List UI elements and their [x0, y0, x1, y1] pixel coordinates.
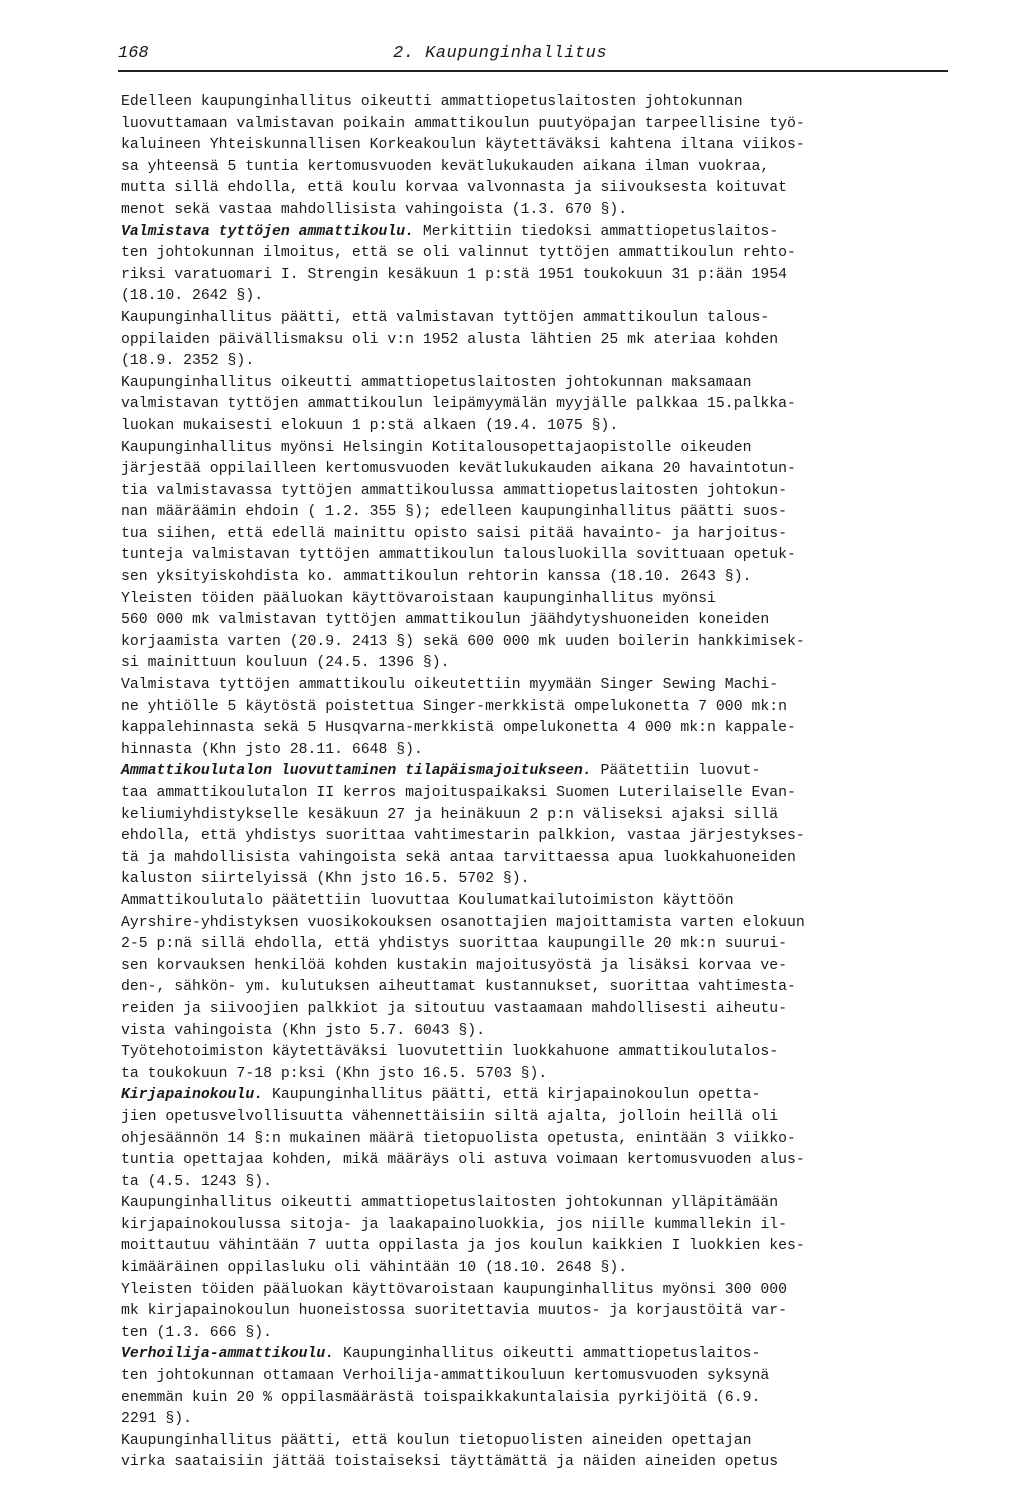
text-line: [121, 394, 981, 416]
text-line: [121, 1301, 981, 1323]
text-line: [121, 1366, 981, 1388]
line-text: ten (1.3. 666 §).: [121, 1324, 272, 1341]
page-header: [118, 44, 948, 72]
line-text: järjestää oppilailleen kertomusvuoden kevätlukukauden aikana 20 havaintotun-: [121, 461, 796, 478]
text-line: [121, 999, 981, 1021]
line-text: tuntia opettajaa kohden, mikä määräys oli astuva voimaan kertomusvuoden alus-: [121, 1152, 805, 1169]
line-text: tä ja mahdollisista vahingoista sekä antaa tarvittaessa apua luokkahuoneiden: [121, 849, 796, 866]
text-line: [121, 178, 981, 200]
line-text: Kaupunginhallitus oikeutti ammattiopetuslaitosten johtokunnan maksamaan: [121, 374, 752, 391]
line-text: luokan mukaisesti elokuun 1 p:stä alkaen (19.4. 1075 §).: [121, 417, 619, 434]
text-line: [121, 977, 981, 999]
text-line: [121, 1215, 981, 1237]
text-line: [121, 567, 981, 589]
running-head: 2. Kaupunginhallitus: [393, 44, 608, 63]
text-line: [121, 308, 981, 330]
line-text: Kaupunginhallitus päätti, että koulun tietopuolisten aineiden opettajan: [121, 1432, 752, 1449]
text-line: [121, 956, 981, 978]
text-line: [121, 157, 981, 179]
line-text: korjaamista varten (20.9. 2413 §) sekä 600 000 mk uuden boilerin hankkimisek-: [121, 633, 805, 650]
text-line: [121, 502, 981, 524]
page-number: 168: [118, 44, 149, 63]
text-line: [121, 373, 981, 395]
text-line: [121, 92, 981, 114]
text-line: [121, 632, 981, 654]
text-line: [121, 589, 981, 611]
line-text: (18.9. 2352 §).: [121, 353, 255, 370]
text-line: [121, 1431, 981, 1453]
text-line: [121, 1452, 981, 1474]
line-text: tua siihen, että edellä mainittu opisto saisi pitää havainto- ja harjoitus-: [121, 525, 787, 542]
text-line: [121, 114, 981, 136]
line-text: ten johtokunnan ottamaan Verhoilija-ammattikouluun kertomusvuoden syksynä: [121, 1368, 770, 1385]
text-line: [121, 1280, 981, 1302]
line-text: kaluineen Yhteiskunnallisen Korkeakoulun käytettäväksi kahtena iltana viikos-: [121, 137, 805, 154]
line-text: mk kirjapainokoulun huoneistossa suoritettavia muutos- ja korjaustöitä var-: [121, 1303, 787, 1320]
section-heading: Verhoilija-ammattikoulu.: [121, 1346, 335, 1363]
line-text: Ammattikoulutalo päätettiin luovuttaa Koulumatkailutoimiston käyttöön: [121, 892, 734, 909]
line-text: den-, sähkön- ym. kulutuksen aiheuttamat kustannukset, suorittaa vahtimesta-: [121, 979, 796, 996]
text-line: [121, 1064, 981, 1086]
text-line: [121, 330, 981, 352]
line-text: kimääräinen oppilasluku oli vähintään 10 (18.10. 2648 §).: [121, 1260, 628, 1277]
line-text: Kaupunginhallitus päätti, että kirjapainokoulun opetta-: [263, 1087, 761, 1104]
section-heading-line: [121, 222, 981, 244]
line-text: Kaupunginhallitus oikeutti ammattiopetuslaitosten johtokunnan ylläpitämään: [121, 1195, 779, 1212]
text-line: [121, 740, 981, 762]
text-line: [121, 1236, 981, 1258]
text-line: [121, 653, 981, 675]
text-line: [121, 1042, 981, 1064]
text-line: [121, 718, 981, 740]
text-line: [121, 869, 981, 891]
line-text: Merkittiin tiedoksi ammattiopetuslaitos-: [414, 223, 779, 240]
text-line: [121, 934, 981, 956]
text-line: [121, 265, 981, 287]
text-line: [121, 1323, 981, 1345]
line-text: riksi varatuomari I. Strengin kesäkuun 1 p:stä 1951 toukokuun 31 p:ään 1954: [121, 266, 787, 283]
line-text: vista vahingoista (Khn jsto 5.7. 6043 §).: [121, 1022, 486, 1039]
line-text: ten johtokunnan ilmoitus, että se oli valinnut tyttöjen ammattikoulun rehto-: [121, 245, 796, 262]
line-text: ne yhtiölle 5 käytöstä poistettua Singer-merkkistä ompelukonetta 7 000 mk:n: [121, 698, 787, 715]
line-text: 2291 §).: [121, 1411, 193, 1428]
line-text: jien opetusvelvollisuutta vähennettäisiin siltä ajalta, jolloin heillä oli: [121, 1108, 779, 1125]
line-text: nan määräämin ehdoin ( 1.2. 355 §); edelleen kaupunginhallitus päätti suos-: [121, 504, 787, 521]
line-text: ta (4.5. 1243 §).: [121, 1173, 272, 1190]
text-line: [121, 1388, 981, 1410]
text-line: [121, 1193, 981, 1215]
text-line: [121, 1107, 981, 1129]
line-text: luovuttamaan valmistavan poikain ammattikoulun puutyöpajan tarpeellisine työ-: [121, 115, 805, 132]
line-text: sen yksityiskohdista ko. ammattikoulun rehtorin kanssa (18.10. 2643 §).: [121, 569, 752, 586]
line-text: Edelleen kaupunginhallitus oikeutti ammattiopetuslaitosten johtokunnan: [121, 94, 743, 110]
line-text: 2-5 p:nä sillä ehdolla, että yhdistys suorittaa kaupungille 20 mk:n suurui-: [121, 936, 787, 953]
line-text: Työtehotoimiston käytettäväksi luovutettiin luokkahuone ammattikoulutalos-: [121, 1044, 779, 1061]
text-line: [121, 1150, 981, 1172]
text-line: [121, 438, 981, 460]
line-text: oppilaiden päivällismaksu oli v:n 1952 alusta lähtien 25 mk ateriaa kohden: [121, 331, 779, 348]
text-line: [121, 891, 981, 913]
text-line: [121, 848, 981, 870]
text-line: [121, 697, 981, 719]
text-line: [121, 913, 981, 935]
text-line: [121, 459, 981, 481]
line-text: Ayrshire-yhdistyksen vuosikokouksen osanottajien majoittamista varten elokuun: [121, 914, 805, 931]
line-text: si mainittuun kouluun (24.5. 1396 §).: [121, 655, 450, 672]
text-line: [121, 610, 981, 632]
text-line: [121, 545, 981, 567]
line-text: sa yhteensä 5 tuntia kertomusvuoden kevätlukukauden aikana ilman vuokraa,: [121, 158, 770, 175]
line-text: ohjesäännön 14 §:n mukainen määrä tietopuolista opetusta, enintään 3 viikko-: [121, 1130, 796, 1147]
line-text: ta toukokuun 7-18 p:ksi (Khn jsto 16.5. 5703 §).: [121, 1065, 548, 1082]
text-line: [121, 416, 981, 438]
text-line: [121, 826, 981, 848]
line-text: Yleisten töiden pääluokan käyttövaroistaan kaupunginhallitus myönsi: [121, 590, 716, 607]
line-text: Kaupunginhallitus myönsi Helsingin Kotitalousopettajaopistolle oikeuden: [121, 439, 752, 456]
text-line: [121, 1172, 981, 1194]
line-text: moittautuu vähintään 7 uutta oppilasta ja jos koulun kaikkien I luokkien kes-: [121, 1238, 805, 1255]
text-line: [121, 805, 981, 827]
body-text: [121, 92, 981, 1474]
text-line: [121, 1129, 981, 1151]
line-text: Valmistava tyttöjen ammattikoulu oikeutettiin myymään Singer Sewing Machi-: [121, 677, 779, 694]
text-line: [121, 675, 981, 697]
text-line: [121, 286, 981, 308]
section-heading-line: [121, 1344, 981, 1366]
line-text: kappalehinnasta sekä 5 Husqvarna-merkkistä ompelukonetta 4 000 mk:n kappale-: [121, 720, 796, 737]
section-heading: Kirjapainokoulu.: [121, 1087, 264, 1104]
line-text: kirjapainokoulussa sitoja- ja laakapainoluokkia, jos niille kummallekin il-: [121, 1216, 787, 1233]
text-line: [121, 1258, 981, 1280]
line-text: kaluston siirtelyissä (Khn jsto 16.5. 5702 §).: [121, 871, 530, 888]
line-text: Yleisten töiden pääluokan käyttövaroistaan kaupunginhallitus myönsi 300 000: [121, 1281, 787, 1298]
line-text: tunteja valmistavan tyttöjen ammattikoulun talousluokilla sovittuaan opetuk-: [121, 547, 796, 564]
text-line: [121, 200, 981, 222]
section-heading: Ammattikoulutalon luovuttaminen tilapäismajoitukseen.: [121, 763, 592, 780]
text-line: [121, 481, 981, 503]
line-text: Kaupunginhallitus oikeutti ammattiopetuslaitos-: [334, 1346, 761, 1363]
text-line: [121, 524, 981, 546]
text-line: [121, 135, 981, 157]
line-text: enemmän kuin 20 % oppilasmäärästä toispaikkakuntalaisia pyrkijöitä (6.9.: [121, 1389, 761, 1406]
line-text: tia valmistavassa tyttöjen ammattikoulussa ammattiopetuslaitosten johtokun-: [121, 482, 787, 499]
text-line: [121, 783, 981, 805]
line-text: virka saataisiin jättää toistaiseksi täyttämättä ja näiden aineiden opetus: [121, 1454, 779, 1471]
line-text: ehdolla, että yhdistys suorittaa vahtimestarin palkkion, vastaa järjestykses-: [121, 828, 805, 845]
line-text: hinnasta (Khn jsto 28.11. 6648 §).: [121, 741, 423, 758]
text-line: [121, 351, 981, 373]
line-text: taa ammattikoulutalon II kerros majoituspaikaksi Suomen Luterilaiselle Evan-: [121, 785, 796, 801]
section-heading-line: [121, 1085, 981, 1107]
text-line: [121, 1021, 981, 1043]
line-text: valmistavan tyttöjen ammattikoulun leipämyymälän myyjälle palkkaa 15.palkka-: [121, 396, 796, 413]
line-text: (18.10. 2642 §).: [121, 288, 264, 305]
text-line: [121, 243, 981, 265]
line-text: keliumiyhdistykselle kesäkuun 27 ja heinäkuun 2 p:n väliseksi ajaksi sillä: [121, 806, 779, 823]
section-heading: Valmistava tyttöjen ammattikoulu.: [121, 223, 415, 240]
line-text: sen korvauksen henkilöä kohden kustakin majoitusyöstä ja lisäksi korvaa ve-: [121, 957, 787, 974]
line-text: reiden ja siivoojien palkkiot ja sitoutuu vastaamaan mahdollisesti aiheutu-: [121, 1000, 787, 1017]
section-heading-line: [121, 761, 981, 783]
text-line: [121, 1409, 981, 1431]
line-text: menot sekä vastaa mahdollisista vahingoista (1.3. 670 §).: [121, 201, 628, 218]
line-text: Kaupunginhallitus päätti, että valmistavan tyttöjen ammattikoulun talous-: [121, 309, 770, 326]
line-text: mutta sillä ehdolla, että koulu korvaa valvonnasta ja siivouksesta koituvat: [121, 180, 787, 197]
line-text: Päätettiin luovut-: [591, 763, 761, 780]
line-text: 560 000 mk valmistavan tyttöjen ammattikoulun jäähdytyshuoneiden koneiden: [121, 612, 770, 629]
